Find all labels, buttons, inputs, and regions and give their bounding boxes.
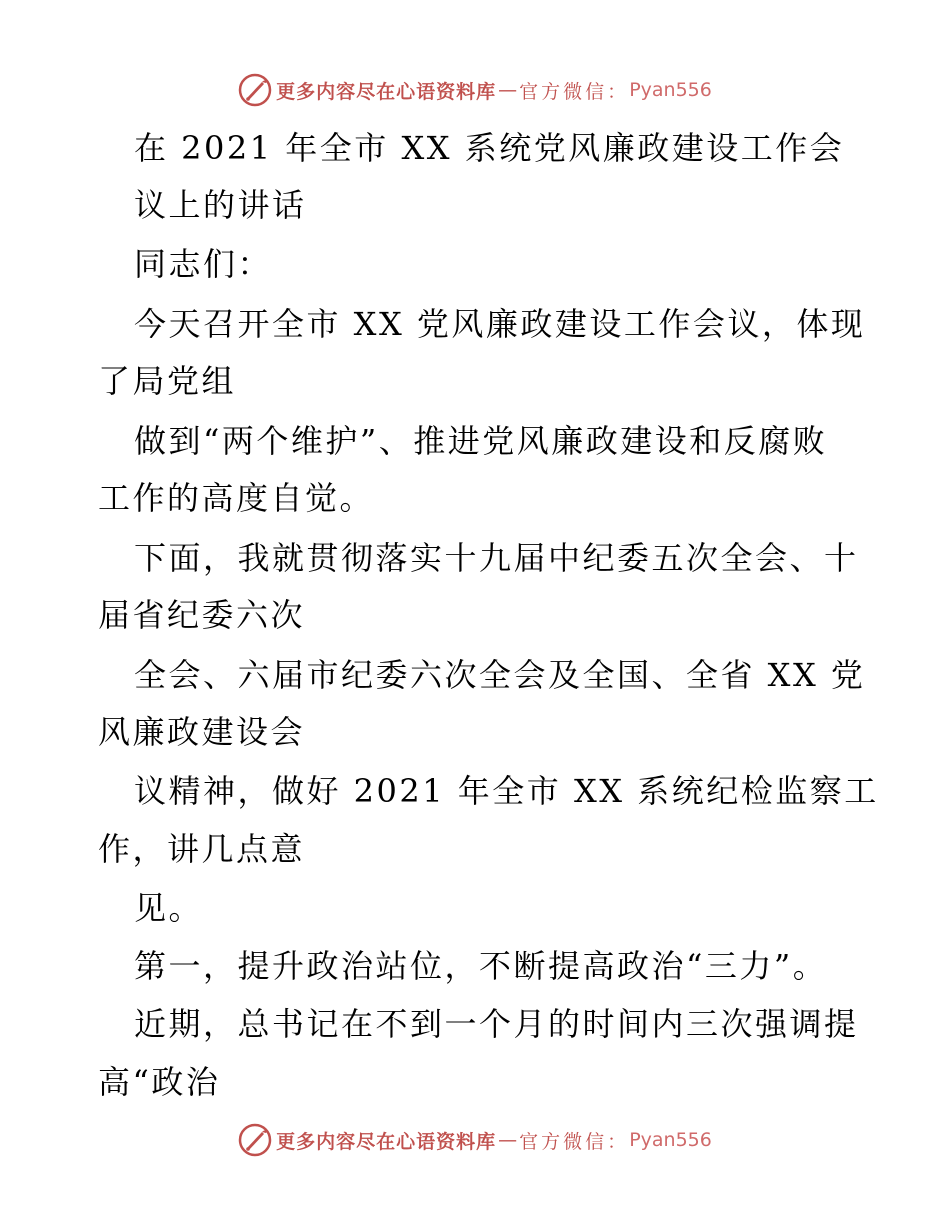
quill-pen-logo-icon	[238, 1123, 272, 1157]
salutation: 同志们：	[134, 245, 273, 283]
watermark-wechat-id: Pyan556	[629, 1129, 712, 1151]
text-line: 全会、六届市纪委六次全会及全国、全省 XX 党	[134, 656, 866, 694]
watermark-wechat-id: Pyan556	[629, 79, 712, 101]
watermark-label: 官方微信：	[519, 1130, 630, 1153]
text-line: 做到“两个维护”、推进党风廉政建设和反腐败	[134, 422, 828, 460]
text-line: 作，讲几点意	[98, 830, 306, 868]
text-line: 风廉政建设会	[98, 713, 306, 751]
text-line: 近期，总书记在不到一个月的时间内三次强调提	[134, 1005, 859, 1043]
text-line: 今天召开全市 XX 党风廉政建设工作会议，体现	[134, 305, 866, 343]
text-line: 工作的高度自觉。	[98, 479, 375, 517]
watermark-footer	[0, 1122, 950, 1158]
text-line: 高“政治	[98, 1063, 221, 1101]
text-line: 议精神，做好 2021 年全市 XX 系统纪检监察工	[134, 772, 879, 810]
text-line: 下面，我就贯彻落实十九届中纪委五次全会、十	[134, 539, 859, 577]
title-line-2: 议上的讲话	[134, 186, 307, 224]
watermark-separator: —	[498, 1129, 518, 1151]
watermark-brand: 更多内容尽在心语资料库	[276, 80, 497, 103]
text-line: 届省纪委六次	[98, 596, 306, 634]
title-line-1: 在 2021 年全市 XX 系统党风廉政建设工作会	[134, 129, 845, 167]
section-heading-1: 第一，提升政治站位，不断提高政治“三力”。	[134, 947, 828, 985]
text-line: 了局党组	[98, 362, 237, 400]
watermark-separator: —	[498, 79, 518, 101]
watermark-header	[0, 72, 950, 108]
text-line: 见。	[134, 889, 204, 927]
watermark-label: 官方微信：	[519, 80, 630, 103]
quill-pen-logo-icon	[238, 73, 272, 107]
watermark-brand: 更多内容尽在心语资料库	[276, 1130, 497, 1153]
